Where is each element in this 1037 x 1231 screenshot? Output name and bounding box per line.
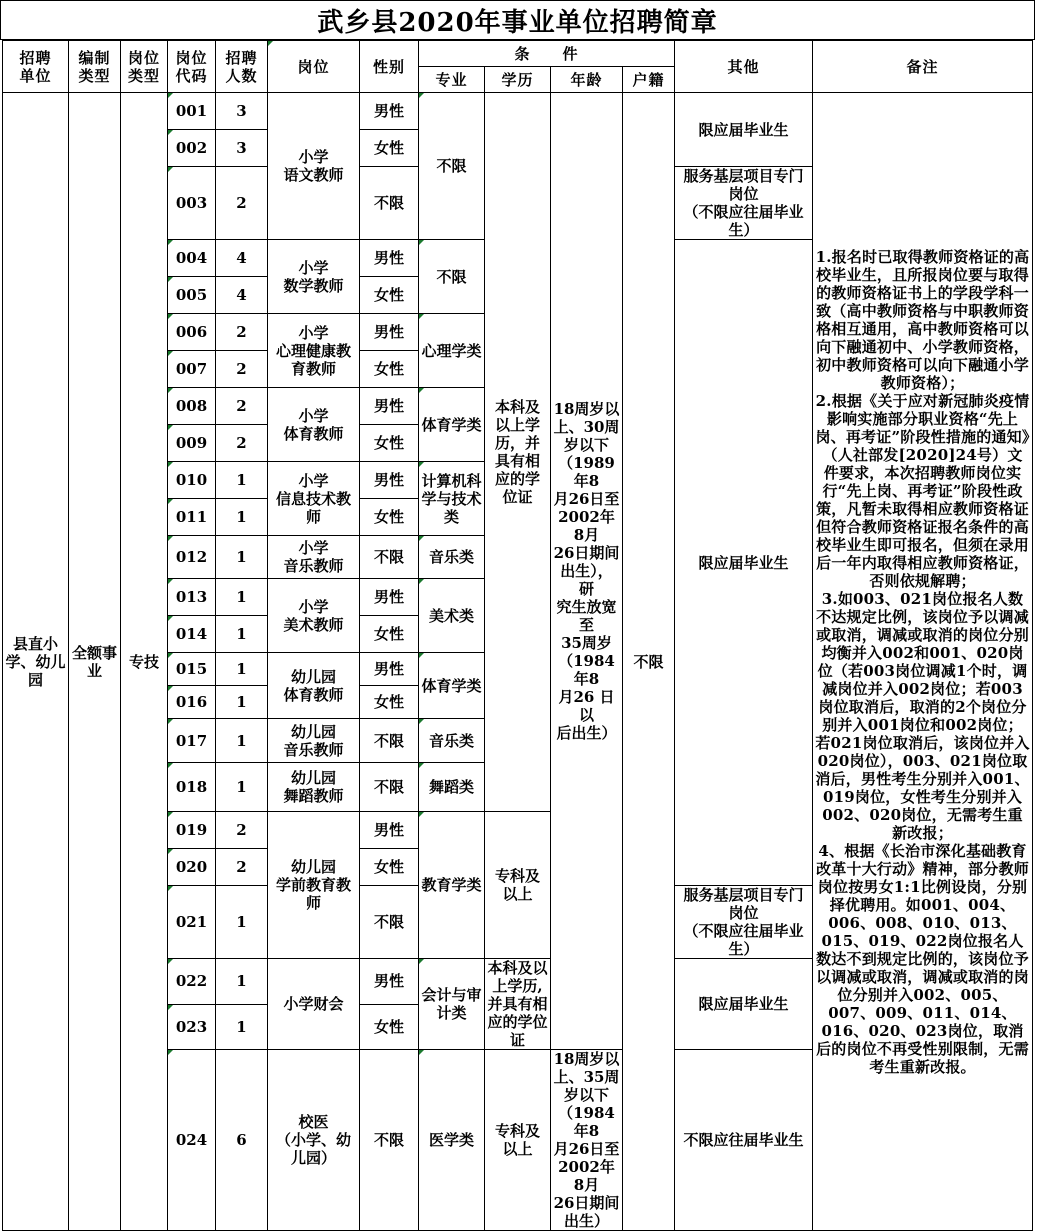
header-hukou: 户籍 <box>623 67 675 93</box>
age-cell: 18周岁以 上、30周 岁以下 （1989年8 月26日至 2002年8月 26日期间 出生），研 究生放宽至 35周岁 （1984年8 月26 日以 后出生） <box>551 93 623 1050</box>
unit-cell: 县直小学、幼儿园 <box>3 93 69 1231</box>
header-gender: 性别 <box>360 41 419 93</box>
remarks-cell: 1.报名时已取得教师资格证的高校毕业生，且所报岗位要与取得的教师资格证书上的学段学科一致（高中教师资格与中职教师资格相互通用，高中教师资格可以向下融通初中、小学教师资格，初中教师资格可以向下融通小学教师资格）； 2.根据《关于应对新冠肺炎疫情影响实施部分职业资格“先上岗、再考证”阶段性措施的通知》（人社部发[2020]24号）文件要求，本次招聘教师岗位实行“先上岗、再考证”阶段性政策，凡暂未取得相应教师资格证但符合教师资格证报名条件的高校毕业生即可报名，但须在录用后一年内取得相应教师资格证，否则依规解聘； 3.如003、021岗位报名人数不达规定比例，该岗位予以调减或取消，调减或取消的岗位分别均衡并入002和001、020岗位（若003岗位调减1个时，调减岗位并入002岗位；若003岗位取消后，取消的2个岗位分别并入001岗位和002岗位；若021岗位取消后，该岗位并入020岗位），003、021岗位取消后，男性考生分别并入001、019岗位，女性考生分别并入002、020岗位，无需考生重新改报； 4、根据《长治市深化基础教育改革十大行动》精神，部分教师岗位按男女1:1比例设岗，分别择优聘用。如001、004、006、008、010、013、015、019、022岗位报名人数达不到规定比例的，该岗位予以调减或取消，调减或取消的岗位分别并入002、005、007、009、011、014、016、020、023岗位，取消后的岗位不再受性别限制，无需考生重新改报。 <box>813 93 1033 1231</box>
gender-cell: 男性 <box>360 462 419 499</box>
gender-cell: 女性 <box>360 425 419 462</box>
other-cell: 限应届毕业生 <box>675 959 813 1050</box>
post-name-cell: 校医 （小学、幼 儿园） <box>268 1050 360 1231</box>
gender-cell: 男性 <box>360 579 419 616</box>
post-code-cell: 005 <box>168 277 216 314</box>
post-name-cell: 小学财会 <box>268 959 360 1050</box>
count-cell: 1 <box>216 1004 268 1050</box>
major-cell: 体育学类 <box>419 653 485 719</box>
gender-cell: 男性 <box>360 959 419 1005</box>
gender-cell: 不限 <box>360 763 419 812</box>
major-cell: 体育学类 <box>419 388 485 462</box>
gender-cell: 不限 <box>360 719 419 763</box>
gender-cell: 女性 <box>360 616 419 653</box>
post-code-cell: 004 <box>168 240 216 277</box>
post-code-cell: 009 <box>168 425 216 462</box>
major-cell: 医学类 <box>419 1050 485 1231</box>
header-post: 岗位 <box>268 41 360 93</box>
major-cell: 音乐类 <box>419 536 485 579</box>
post-code-cell: 010 <box>168 462 216 499</box>
post-code-cell: 019 <box>168 812 216 849</box>
gender-cell: 女性 <box>360 686 419 719</box>
major-cell: 舞蹈类 <box>419 763 485 812</box>
post-code-cell: 023 <box>168 1004 216 1050</box>
major-cell: 计算机科 学与技术 类 <box>419 462 485 536</box>
post-code-cell: 006 <box>168 314 216 351</box>
header-education: 学历 <box>485 67 551 93</box>
count-cell: 1 <box>216 686 268 719</box>
hukou-cell: 不限 <box>623 93 675 1231</box>
count-cell: 2 <box>216 812 268 849</box>
post-name-cell: 幼儿园 音乐教师 <box>268 719 360 763</box>
post-name-cell: 小学 美术教师 <box>268 579 360 653</box>
count-cell: 3 <box>216 93 268 130</box>
post-code-cell: 018 <box>168 763 216 812</box>
gender-cell: 男性 <box>360 314 419 351</box>
staff-type-cell: 全额事业 <box>69 93 121 1231</box>
count-cell: 1 <box>216 959 268 1005</box>
count-cell: 1 <box>216 462 268 499</box>
count-cell: 1 <box>216 536 268 579</box>
recruitment-table <box>2 40 1033 1231</box>
post-code-cell: 008 <box>168 388 216 425</box>
gender-cell: 不限 <box>360 167 419 240</box>
post-name-cell: 小学 音乐教师 <box>268 536 360 579</box>
count-cell: 3 <box>216 130 268 167</box>
post-code-cell: 003 <box>168 167 216 240</box>
other-cell: 服务基层项目专门岗位 （不限应往届毕业生） <box>675 886 813 959</box>
other-cell: 限应届毕业生 <box>675 93 813 167</box>
header-post-code: 岗位 代码 <box>168 41 216 93</box>
count-cell: 2 <box>216 167 268 240</box>
post-code-cell: 016 <box>168 686 216 719</box>
major-cell: 美术类 <box>419 579 485 653</box>
other-cell: 限应届毕业生 <box>675 240 813 886</box>
count-cell: 1 <box>216 653 268 686</box>
header-count: 招聘 人数 <box>216 41 268 93</box>
major-cell: 会计与审 计类 <box>419 959 485 1050</box>
header-conditions: 条 件 <box>419 41 675 67</box>
count-cell: 1 <box>216 886 268 959</box>
count-cell: 1 <box>216 579 268 616</box>
education-cell: 专科及 以上 <box>485 812 551 959</box>
post-name-cell: 小学 体育教师 <box>268 388 360 462</box>
post-name-cell: 小学 心理健康教 育教师 <box>268 314 360 388</box>
post-code-cell: 007 <box>168 351 216 388</box>
count-cell: 4 <box>216 277 268 314</box>
post-code-cell: 012 <box>168 536 216 579</box>
table-row <box>3 93 1033 130</box>
gender-cell: 男性 <box>360 388 419 425</box>
count-cell: 2 <box>216 351 268 388</box>
gender-cell: 女性 <box>360 277 419 314</box>
gender-cell: 男性 <box>360 812 419 849</box>
gender-cell: 女性 <box>360 351 419 388</box>
post-code-cell: 002 <box>168 130 216 167</box>
major-cell: 不限 <box>419 240 485 314</box>
post-code-cell: 020 <box>168 849 216 886</box>
gender-cell: 男性 <box>360 653 419 686</box>
post-name-cell: 幼儿园 舞蹈教师 <box>268 763 360 812</box>
header-staff-type: 编制 类型 <box>69 41 121 93</box>
post-type-cell: 专技 <box>121 93 168 1231</box>
header-age: 年龄 <box>551 67 623 93</box>
count-cell: 1 <box>216 616 268 653</box>
post-code-cell: 014 <box>168 616 216 653</box>
post-code-cell: 024 <box>168 1050 216 1231</box>
page-title: 武乡县2020年事业单位招聘简章 <box>0 0 1035 40</box>
education-cell: 本科及以 上学历, 并具有相 应的学位 证 <box>485 959 551 1050</box>
post-name-cell: 小学 语文教师 <box>268 93 360 240</box>
major-cell: 音乐类 <box>419 719 485 763</box>
post-code-cell: 001 <box>168 93 216 130</box>
post-code-cell: 017 <box>168 719 216 763</box>
gender-cell: 不限 <box>360 1050 419 1231</box>
other-cell: 不限应往届毕业生 <box>675 1050 813 1231</box>
count-cell: 2 <box>216 388 268 425</box>
header-major: 专业 <box>419 67 485 93</box>
education-cell: 专科及 以上 <box>485 1050 551 1231</box>
post-name-cell: 幼儿园 体育教师 <box>268 653 360 719</box>
header-unit: 招聘 单位 <box>3 41 69 93</box>
post-code-cell: 022 <box>168 959 216 1005</box>
count-cell: 2 <box>216 314 268 351</box>
age-cell: 18周岁以 上、35周 岁以下 （1984年8 月26日至 2002年8月 26日期间 出生） <box>551 1050 623 1231</box>
post-name-cell: 幼儿园 学前教育教 师 <box>268 812 360 959</box>
post-name-cell: 小学 信息技术教 师 <box>268 462 360 536</box>
other-cell: 服务基层项目专门岗位 （不限应往届毕业生） <box>675 167 813 240</box>
gender-cell: 女性 <box>360 499 419 536</box>
header-post-type: 岗位 类型 <box>121 41 168 93</box>
header-remarks: 备注 <box>813 41 1033 93</box>
count-cell: 1 <box>216 499 268 536</box>
gender-cell: 不限 <box>360 886 419 959</box>
header-other: 其他 <box>675 41 813 93</box>
post-name-cell: 小学 数学教师 <box>268 240 360 314</box>
major-cell: 教育学类 <box>419 812 485 959</box>
education-cell: 本科及 以上学 历，并 具有相 应的学 位证 <box>485 93 551 812</box>
count-cell: 2 <box>216 425 268 462</box>
post-code-cell: 011 <box>168 499 216 536</box>
count-cell: 6 <box>216 1050 268 1231</box>
gender-cell: 男性 <box>360 93 419 130</box>
count-cell: 4 <box>216 240 268 277</box>
count-cell: 2 <box>216 849 268 886</box>
gender-cell: 女性 <box>360 130 419 167</box>
count-cell: 1 <box>216 719 268 763</box>
gender-cell: 不限 <box>360 536 419 579</box>
major-cell: 不限 <box>419 93 485 240</box>
count-cell: 1 <box>216 763 268 812</box>
gender-cell: 女性 <box>360 849 419 886</box>
major-cell: 心理学类 <box>419 314 485 388</box>
gender-cell: 男性 <box>360 240 419 277</box>
post-code-cell: 021 <box>168 886 216 959</box>
post-code-cell: 015 <box>168 653 216 686</box>
gender-cell: 女性 <box>360 1004 419 1050</box>
post-code-cell: 013 <box>168 579 216 616</box>
